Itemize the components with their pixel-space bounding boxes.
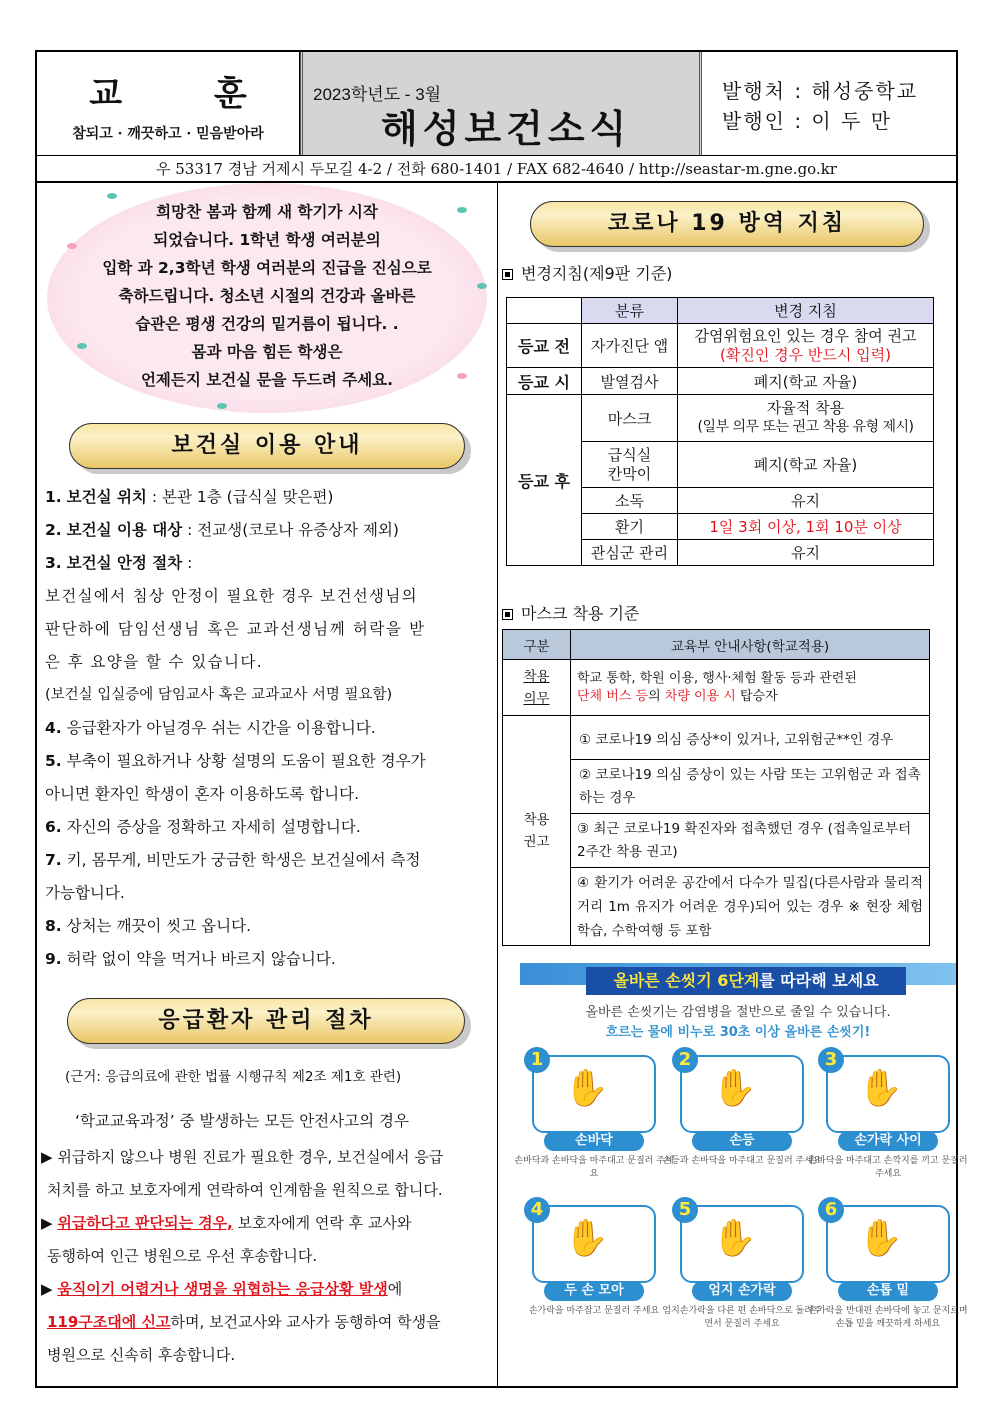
list-item: 가능합니다. (45, 884, 125, 902)
table-header-blank (507, 298, 582, 324)
newsletter-title: 해성보건소식 (381, 106, 632, 151)
rest-paragraph-line: 판단하에 담임선생님 혹은 교과선생님께 허락을 받 (45, 620, 426, 638)
bullet-arrow-icon: ▶ (41, 1148, 53, 1166)
emergency-basis: (근거: 응급의료에 관한 법률 시행규칙 제2조 제1호 관련) (65, 1069, 402, 1085)
flower-decoration-icon (217, 403, 227, 409)
flower-decoration-icon (77, 343, 87, 349)
row-rule: 감염위험요인 있는 경우 참여 권고 (확진인 경우 반드시 입력) (678, 324, 934, 368)
row-rule: 유지 (678, 540, 934, 566)
step-description: 손바닥과 손바닥을 마주대고 문질러 주세요 (514, 1156, 674, 1179)
step-number: 2 (672, 1047, 698, 1073)
handwash-step-5 (662, 1197, 822, 1347)
publisher: 발행처 : 해성중학교 (722, 79, 919, 103)
row-content: ① 코로나19 의심 증상*이 있거나, 고위험군**인 경우 (571, 716, 930, 760)
list-item: 5. 부축이 필요하거나 상황 설명의 도움이 필요한 경우가 (45, 752, 426, 770)
greeting-line: 축하드립니다. 청소년 시절의 건강과 올바른 (118, 287, 416, 305)
row-rule: 자율적 착용 (일부 의무 또는 권고 착용 유형 제시) (678, 395, 934, 442)
row-group: 등교 시 (507, 368, 582, 395)
step-number: 5 (672, 1197, 698, 1223)
step-description: 엄지손가락을 다른 편 손바닥으로 돌려주면서 문질러 주세요 (662, 1306, 822, 1329)
item-heading: 보건실 위치 (66, 488, 147, 506)
publisher-info (702, 52, 956, 155)
bullet-arrow-icon: ▶ (41, 1280, 53, 1298)
list-item: 3. 보건실 안정 절차 : (45, 554, 193, 572)
step-description: 손가락을 마주잡고 문질러 주세요 (528, 1306, 660, 1316)
flower-decoration-icon (457, 373, 467, 379)
row-group: 등교 전 (507, 324, 582, 368)
rest-paragraph-line: 은 후 요양을 할 수 있습니다. (45, 653, 264, 671)
row-content: ④ 환기가 어려운 공간에서 다수가 밀집(다른사람과 물리적 거리 1m 유지가 어려운 경우)되어 있는 경우 ※ 현장 체험학습, 수학여행 등 포함 (571, 868, 930, 946)
bullet-arrow-icon: ▶ (41, 1214, 53, 1232)
rest-paragraph-line: 보건실에서 침상 안정이 필요한 경우 보건선생님의 (45, 587, 418, 605)
square-bullet-icon (502, 609, 513, 620)
handwash-step-1 (514, 1047, 674, 1197)
step-number: 1 (524, 1047, 550, 1073)
greeting-line: 습관은 평생 건강의 밑거름이 됩니다. . (135, 315, 399, 333)
motto-title: 교 훈 (89, 74, 287, 114)
address-bar: 우 53317 경남 거제시 두모길 4-2 / 전화 680-1401 / FAX 682-4640 / http://seastar-m.gne.go.kr (37, 156, 956, 183)
clasped-hands-icon: ✋ (564, 1218, 609, 1259)
newsletter-page (35, 50, 968, 1388)
row-category: 마스크 (582, 395, 678, 442)
issue-label: 2023학년도 - 3월 (313, 85, 442, 104)
row-label: 착용 의무 (503, 660, 571, 716)
step-label: 손등 (692, 1131, 792, 1151)
row-category: 발열검사 (582, 368, 678, 395)
item-heading: 보건실 안정 절차 (66, 554, 183, 572)
mask-criteria-table (502, 629, 930, 946)
list-item: 4. 응급환자가 아닐경우 쉬는 시간을 이용합니다. (45, 719, 376, 737)
section-change-guidelines: 변경지침(제9판 기준) (502, 261, 672, 284)
list-item: 2. 보건실 이용 대상 : 전교생(코로나 유증상자 제외) (45, 521, 399, 539)
row-rule: 폐지(학교 자율) (678, 368, 934, 395)
row-category: 환기 (582, 514, 678, 540)
interlaced-fingers-icon: ✋ (858, 1068, 903, 1109)
emergency-heading: 응급환자 관리 절차 (67, 998, 465, 1044)
step-number: 3 (818, 1047, 844, 1073)
handwash-subtitle: 올바른 손씻기는 감염병을 절반으로 줄일 수 있습니다. (585, 1005, 891, 1020)
greeting-line: 언제든지 보건실 문을 두드려 주세요. (140, 371, 394, 389)
handwash-tagline: 흐르는 물에 비누로 30초 이상 올바른 손씻기! (605, 1025, 871, 1040)
back-of-hand-icon: ✋ (712, 1068, 757, 1109)
list-item: 8. 상처는 깨끗이 씻고 옵니다. (45, 917, 252, 935)
greeting-line: 몸과 마음 힘든 학생은 (191, 343, 343, 361)
square-bullet-icon (502, 269, 513, 280)
procedure-line: ▶ 위급하다고 판단되는 경우, 보호자에게 연락 후 교사와 (41, 1214, 412, 1232)
title-box (300, 52, 702, 155)
rest-note: (보건실 입실증에 담임교사 혹은 교과교사 서명 필요함) (45, 687, 393, 703)
right-column (498, 183, 968, 1388)
section-mask-criteria: 마스크 착용 기준 (502, 601, 639, 624)
palm-rub-icon: ✋ (564, 1068, 609, 1109)
greeting-line: 희망찬 봄과 함께 새 학기가 시작 (156, 203, 378, 221)
row-category: 소독 (582, 488, 678, 514)
step-number: 6 (818, 1197, 844, 1223)
handwash-step-4 (524, 1197, 664, 1347)
procedure-line: ▶ 움직이기 어렵거나 생명을 위협하는 응급상황 발생에 (41, 1280, 403, 1298)
table-row (503, 660, 930, 716)
procedure-line: 동행하여 인근 병원으로 우선 후송합니다. (47, 1247, 318, 1265)
handwash-banner: 올바른 손씻기 6단계를 따라해 보세요 (586, 967, 906, 995)
covid-guideline-table (506, 297, 934, 566)
list-item: 9. 허락 없이 약을 먹거나 바르지 않습니다. (45, 950, 336, 968)
table-row (507, 324, 934, 368)
list-item: 1. 보건실 위치 : 본관 1층 (급식실 맞은편) (45, 488, 334, 506)
step-label: 손가락 사이 (838, 1131, 938, 1151)
procedure-line: 처치를 하고 보호자에게 연락하여 인계함을 원칙으로 합니다. (47, 1181, 443, 1199)
handwash-step-6 (808, 1197, 968, 1347)
handwash-step-2 (662, 1047, 822, 1197)
list-item: 7. 키, 몸무게, 비만도가 궁금한 학생은 보건실에서 측정 (45, 851, 421, 869)
health-room-list (45, 481, 426, 976)
newsletter-header (37, 52, 956, 156)
row-category: 급식실 칸막이 (582, 442, 678, 488)
item-heading: 보건실 이용 대상 (66, 521, 183, 539)
flower-decoration-icon (457, 207, 467, 213)
motto-text: 참되고 · 깨끗하고 · 믿음받아라 (72, 126, 264, 142)
table-header: 분류 (582, 298, 678, 324)
table-header-row (507, 298, 934, 324)
covid-heading: 코로나 19 방역 지침 (530, 201, 924, 247)
table-header-row (503, 630, 930, 660)
row-content: ③ 최근 코로나19 확진자와 접촉했던 경우 (접촉일로부터 2주간 착용 권고) (571, 814, 930, 868)
flower-decoration-icon (67, 243, 77, 249)
thumb-rub-icon: ✋ (712, 1218, 757, 1259)
table-row (507, 395, 934, 442)
greeting-box (47, 183, 487, 413)
fingernail-scrub-icon: ✋ (858, 1218, 903, 1259)
step-label: 손바닥 (544, 1131, 644, 1151)
step-label: 손톱 밑 (838, 1281, 938, 1301)
greeting-line: 입학 과 2,3학년 학생 여러분의 진급을 진심으로 (102, 259, 432, 277)
table-header: 구분 (503, 630, 571, 660)
health-room-heading: 보건실 이용 안내 (69, 423, 465, 469)
list-item: 아니면 환자인 학생이 혼자 이용하도록 합니다. (45, 785, 360, 803)
step-label: 엄지 손가락 (692, 1281, 792, 1301)
step-number: 4 (524, 1197, 550, 1223)
row-rule: 폐지(학교 자율) (678, 442, 934, 488)
handwash-step-3 (808, 1047, 968, 1197)
procedure-line: ▶ 위급하지 않으나 병원 진료가 필요한 경우, 보건실에서 응급 (41, 1148, 444, 1166)
procedure-line: 119구조대에 신고하며, 보건교사와 교사가 동행하여 학생을 (47, 1313, 441, 1331)
row-content: ② 코로나19 의심 증상이 있는 사람 또는 고위험군 과 접촉하는 경우 (571, 760, 930, 814)
row-rule: 유지 (678, 488, 934, 514)
table-header: 변경 지침 (678, 298, 934, 324)
left-column (37, 183, 497, 1388)
step-label: 두 손 모아 (544, 1281, 644, 1301)
row-category: 관심군 관리 (582, 540, 678, 566)
list-item: 6. 자신의 증상을 정확하고 자세히 설명합니다. (45, 818, 361, 836)
table-row (507, 368, 934, 395)
row-group: 등교 후 (507, 395, 582, 566)
emergency-procedure (41, 1141, 443, 1372)
issuer: 발행인 : 이 두 만 (722, 109, 893, 133)
table-row (503, 716, 930, 760)
row-rule: 1일 3회 이상, 1회 10분 이상 (678, 514, 934, 540)
school-motto-box (37, 52, 300, 155)
table-header: 교육부 안내사항(학교적용) (571, 630, 930, 660)
step-description: 손등과 손바닥을 마주대고 문질러 주세요 (662, 1156, 822, 1166)
handwash-infographic (514, 963, 968, 1353)
row-content: 학교 통학, 학원 이용, 행사·체험 활동 등과 관련된 단체 버스 등의 차량 이용 시 탑승자 (571, 660, 930, 716)
row-label: 착용 권고 (503, 716, 571, 946)
emergency-intro: ‘학교교육과정’ 중 발생하는 모든 안전사고의 경우 (75, 1112, 409, 1130)
step-description: 손가락을 반대편 손바닥에 놓고 문지르며 손톱 밑을 깨끗하게 하세요 (808, 1306, 968, 1329)
procedure-line: 병원으로 신속히 후송합니다. (47, 1346, 236, 1364)
row-category: 자가진단 앱 (582, 324, 678, 368)
flower-decoration-icon (477, 283, 487, 289)
flower-decoration-icon (107, 193, 117, 199)
step-description: 손바닥을 마주대고 손깍지를 끼고 문질러 주세요 (808, 1156, 968, 1179)
greeting-line: 되었습니다. 1학년 학생 여러분의 (153, 231, 381, 249)
